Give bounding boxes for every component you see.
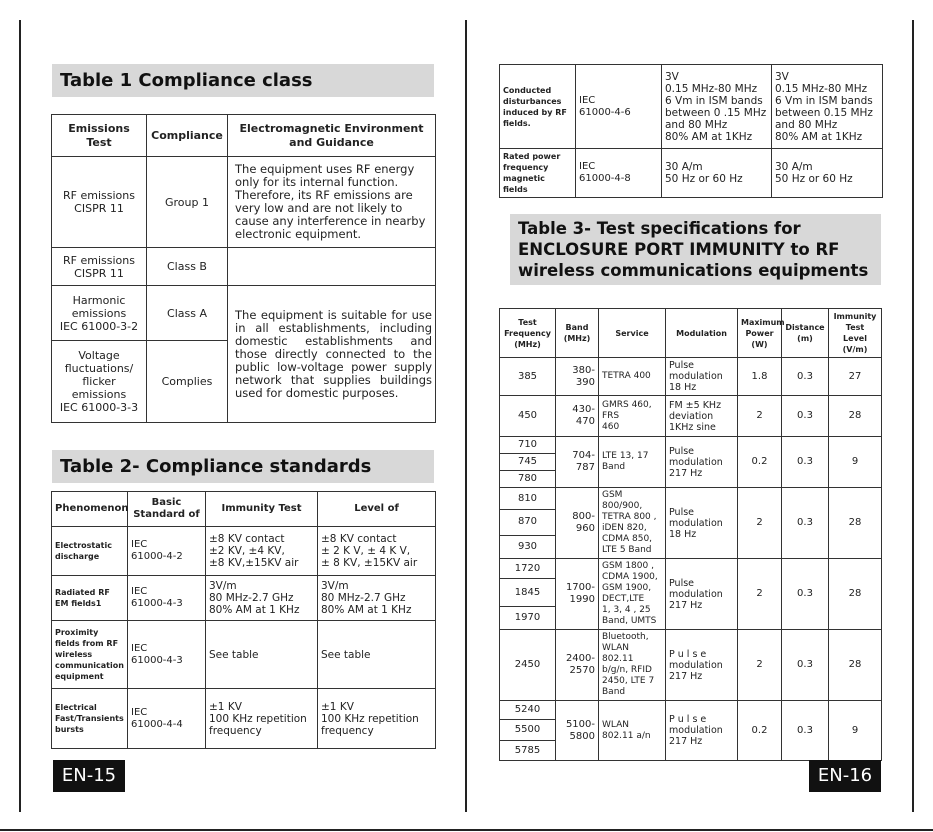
t3-cell-frequency: 1720 xyxy=(500,559,556,579)
t3-cell-frequency: 1970 xyxy=(500,607,556,630)
t3-cell-distance: 0.3 xyxy=(782,701,829,761)
t3-cell-level: 27 xyxy=(829,358,882,396)
t2-cell-test: ±8 KV contact ±2 KV, ±4 KV, ±8 KV,±15KV air xyxy=(206,527,318,576)
table-row xyxy=(52,248,436,286)
t3-cell-service: GMRS 460, FRS 460 xyxy=(599,396,666,437)
t2-cell-standard: IEC 61000-4-2 xyxy=(128,527,206,576)
t3-cell-service: Bluetooth, WLAN 802.11 b/g/n, RFID 2450, LTE 7 Band xyxy=(599,630,666,701)
t3-header-modulation: Modulation xyxy=(666,309,738,358)
t2-cell-test: 3V/m 80 MHz-2.7 GHz 80% AM at 1 KHz xyxy=(206,576,318,621)
table-row xyxy=(52,157,436,248)
t3-cell-band: 380-390 xyxy=(556,358,599,396)
table-row xyxy=(500,396,882,437)
cont-cell-phenomenon: Conducted disturbances induced by RF fields. xyxy=(500,65,576,149)
cont-cell-standard: IEC 61000-4-6 xyxy=(576,65,662,149)
t3-cell-band: 5100- 5800 xyxy=(556,701,599,761)
t3-header-level: Immunity Test Level (V/m) xyxy=(829,309,882,358)
t2-cell-standard: IEC 61000-4-4 xyxy=(128,689,206,749)
t3-cell-power: 2 xyxy=(738,630,782,701)
t3-cell-frequency: 810 xyxy=(500,488,556,510)
table-row xyxy=(52,576,436,621)
right-page-border xyxy=(912,20,914,812)
t1-cell-test: Voltage fluctuations/ flicker emissions IEC 61000-3-3 xyxy=(52,341,147,423)
table-row xyxy=(52,286,436,341)
t3-cell-band: 430-470 xyxy=(556,396,599,437)
table-row xyxy=(500,358,882,396)
table-row xyxy=(52,689,436,749)
t3-cell-frequency: 1845 xyxy=(500,579,556,607)
t3-cell-service: TETRA 400 xyxy=(599,358,666,396)
t1-cell-test: RF emissions CISPR 11 xyxy=(52,157,147,248)
t1-header-guidance: Electromagnetic Environment and Guidance xyxy=(228,115,436,157)
t2-cell-phenomenon: Proximity fields from RF wireless communication equipment xyxy=(52,621,128,689)
t3-cell-service: LTE 13, 17 Band xyxy=(599,437,666,488)
t3-cell-power: 0.2 xyxy=(738,437,782,488)
page-number-left: EN-15 xyxy=(53,760,125,792)
t3-cell-modulation: FM ±5 KHz deviation 1KHz sine xyxy=(666,396,738,437)
t3-cell-frequency: 385 xyxy=(500,358,556,396)
t2-cell-standard: IEC 61000-4-3 xyxy=(128,621,206,689)
t3-cell-power: 0.2 xyxy=(738,701,782,761)
t3-cell-power: 2 xyxy=(738,396,782,437)
t1-header-emissions-test: Emissions Test xyxy=(52,115,147,157)
t2-cell-phenomenon: Electrostatic discharge xyxy=(52,527,128,576)
left-page-border xyxy=(19,20,21,812)
t1-cell-guidance xyxy=(228,248,436,286)
t3-cell-band: 800-960 xyxy=(556,488,599,559)
t3-cell-distance: 0.3 xyxy=(782,396,829,437)
bottom-border xyxy=(0,829,933,831)
t3-header-band: Band (MHz) xyxy=(556,309,599,358)
t2-header-phenomenon: Phenomenon xyxy=(52,492,128,527)
t3-cell-power: 1.8 xyxy=(738,358,782,396)
t2-header-immunity-test: Immunity Test xyxy=(206,492,318,527)
t3-cell-modulation: Pulse modulation 18 Hz xyxy=(666,358,738,396)
t2-cell-phenomenon: Radiated RF EM fields1 xyxy=(52,576,128,621)
t3-cell-modulation: Pulse modulation 217 Hz xyxy=(666,559,738,630)
t3-cell-service: WLAN 802.11 a/n xyxy=(599,701,666,761)
t1-header-compliance: Compliance xyxy=(147,115,228,157)
t3-cell-frequency: 870 xyxy=(500,510,556,536)
t2-cell-phenomenon: Electrical Fast/Transients bursts xyxy=(52,689,128,749)
t2-cell-level: ±8 KV contact ± 2 K V, ± 4 K V, ± 8 KV, ±15KV air xyxy=(318,527,436,576)
cont-cell-test: 3V 0.15 MHz-80 MHz 6 Vm in ISM bands between 0 .15 MHz and 80 MHz 80% AM at 1KHz xyxy=(662,65,772,149)
cont-cell-level: 30 A/m 50 Hz or 60 Hz xyxy=(772,149,883,198)
t3-cell-modulation: P u l s e modulation 217 Hz xyxy=(666,701,738,761)
t2-cell-test: ±1 KV 100 KHz repetition frequency xyxy=(206,689,318,749)
table3-test-specifications xyxy=(499,308,882,761)
t3-cell-frequency: 450 xyxy=(500,396,556,437)
page-divider xyxy=(465,20,467,812)
table-row xyxy=(500,559,882,579)
t3-cell-distance: 0.3 xyxy=(782,488,829,559)
t3-cell-level: 28 xyxy=(829,559,882,630)
t2-cell-level: ±1 KV 100 KHz repetition frequency xyxy=(318,689,436,749)
table1-title: Table 1 Compliance class xyxy=(52,64,434,97)
table-row xyxy=(500,701,882,720)
t1-cell-guidance: The equipment uses RF energy only for its internal function. Therefore, its RF emissions are very low and are not likely to cause any interference in nearby electronic equipment. xyxy=(228,157,436,248)
table2-continuation xyxy=(499,64,883,198)
t3-header-power: Maximum Power (W) xyxy=(738,309,782,358)
t1-cell-compliance: Group 1 xyxy=(147,157,228,248)
t3-cell-power: 2 xyxy=(738,488,782,559)
t3-cell-distance: 0.3 xyxy=(782,559,829,630)
cont-cell-standard: IEC 61000-4-8 xyxy=(576,149,662,198)
cont-cell-phenomenon: Rated power frequency magnetic fields xyxy=(500,149,576,198)
t3-cell-band: 704-787 xyxy=(556,437,599,488)
t3-cell-frequency: 745 xyxy=(500,454,556,471)
t3-cell-distance: 0.3 xyxy=(782,358,829,396)
t2-cell-standard: IEC 61000-4-3 xyxy=(128,576,206,621)
t3-cell-distance: 0.3 xyxy=(782,630,829,701)
t2-cell-level: 3V/m 80 MHz-2.7 GHz 80% AM at 1 KHz xyxy=(318,576,436,621)
t3-cell-modulation: Pulse modulation 18 Hz xyxy=(666,488,738,559)
t3-cell-frequency: 710 xyxy=(500,437,556,454)
t3-cell-frequency: 930 xyxy=(500,535,556,558)
t3-cell-service: GSM 800/900, TETRA 800 , iDEN 820, CDMA 850, LTE 5 Band xyxy=(599,488,666,559)
table-row xyxy=(500,630,882,701)
t1-cell-test: RF emissions CISPR 11 xyxy=(52,248,147,286)
t3-cell-frequency: 5785 xyxy=(500,741,556,761)
t1-cell-guidance: The equipment is suitable for use in all establishments, including domestic establishments and those directly connected to the public low-voltage power supply network that supplies buildings used for domestic purposes. xyxy=(228,286,436,423)
t3-cell-service: GSM 1800 , CDMA 1900, GSM 1900, DECT,LTE 1, 3, 4 , 25 Band, UMTS xyxy=(599,559,666,630)
table-row xyxy=(500,65,883,149)
t3-cell-modulation: P u l s e modulation 217 Hz xyxy=(666,630,738,701)
table2-compliance-standards xyxy=(51,491,436,749)
table2-title: Table 2- Compliance standards xyxy=(52,450,434,483)
t2-cell-test: See table xyxy=(206,621,318,689)
t2-header-level: Level of xyxy=(318,492,436,527)
table-row xyxy=(52,527,436,576)
t3-header-frequency: Test Frequency (MHz) xyxy=(500,309,556,358)
cont-cell-level: 3V 0.15 MHz-80 MHz 6 Vm in ISM bands between 0.15 MHz and 80 MHz 80% AM at 1KHz xyxy=(772,65,883,149)
t3-cell-level: 28 xyxy=(829,396,882,437)
t2-header-standard: Basic Standard of xyxy=(128,492,206,527)
t1-cell-compliance: Class B xyxy=(147,248,228,286)
t3-cell-band: 2400- 2570 xyxy=(556,630,599,701)
t3-header-service: Service xyxy=(599,309,666,358)
table-row xyxy=(500,488,882,510)
t3-cell-level: 28 xyxy=(829,488,882,559)
t1-cell-compliance: Complies xyxy=(147,341,228,423)
t1-cell-compliance: Class A xyxy=(147,286,228,341)
table1-compliance-class xyxy=(51,114,436,423)
t3-cell-frequency: 5500 xyxy=(500,720,556,741)
t3-cell-distance: 0.3 xyxy=(782,437,829,488)
t3-header-distance: Distance (m) xyxy=(782,309,829,358)
t1-cell-test: Harmonic emissions IEC 61000-3-2 xyxy=(52,286,147,341)
t3-cell-frequency: 5240 xyxy=(500,701,556,720)
t3-cell-band: 1700- 1990 xyxy=(556,559,599,630)
t2-cell-level: See table xyxy=(318,621,436,689)
table-row xyxy=(500,149,883,198)
t3-cell-level: 28 xyxy=(829,630,882,701)
t3-cell-level: 9 xyxy=(829,437,882,488)
page-number-right: EN-16 xyxy=(809,760,881,792)
t3-cell-frequency: 780 xyxy=(500,471,556,488)
t3-cell-level: 9 xyxy=(829,701,882,761)
table-row xyxy=(52,621,436,689)
cont-cell-test: 30 A/m 50 Hz or 60 Hz xyxy=(662,149,772,198)
t3-cell-frequency: 2450 xyxy=(500,630,556,701)
t3-cell-modulation: Pulse modulation 217 Hz xyxy=(666,437,738,488)
t3-cell-power: 2 xyxy=(738,559,782,630)
table-row xyxy=(500,437,882,454)
table3-title: Table 3- Test specifications for ENCLOSURE PORT IMMUNITY to RF wireless communications equipments xyxy=(510,214,881,285)
